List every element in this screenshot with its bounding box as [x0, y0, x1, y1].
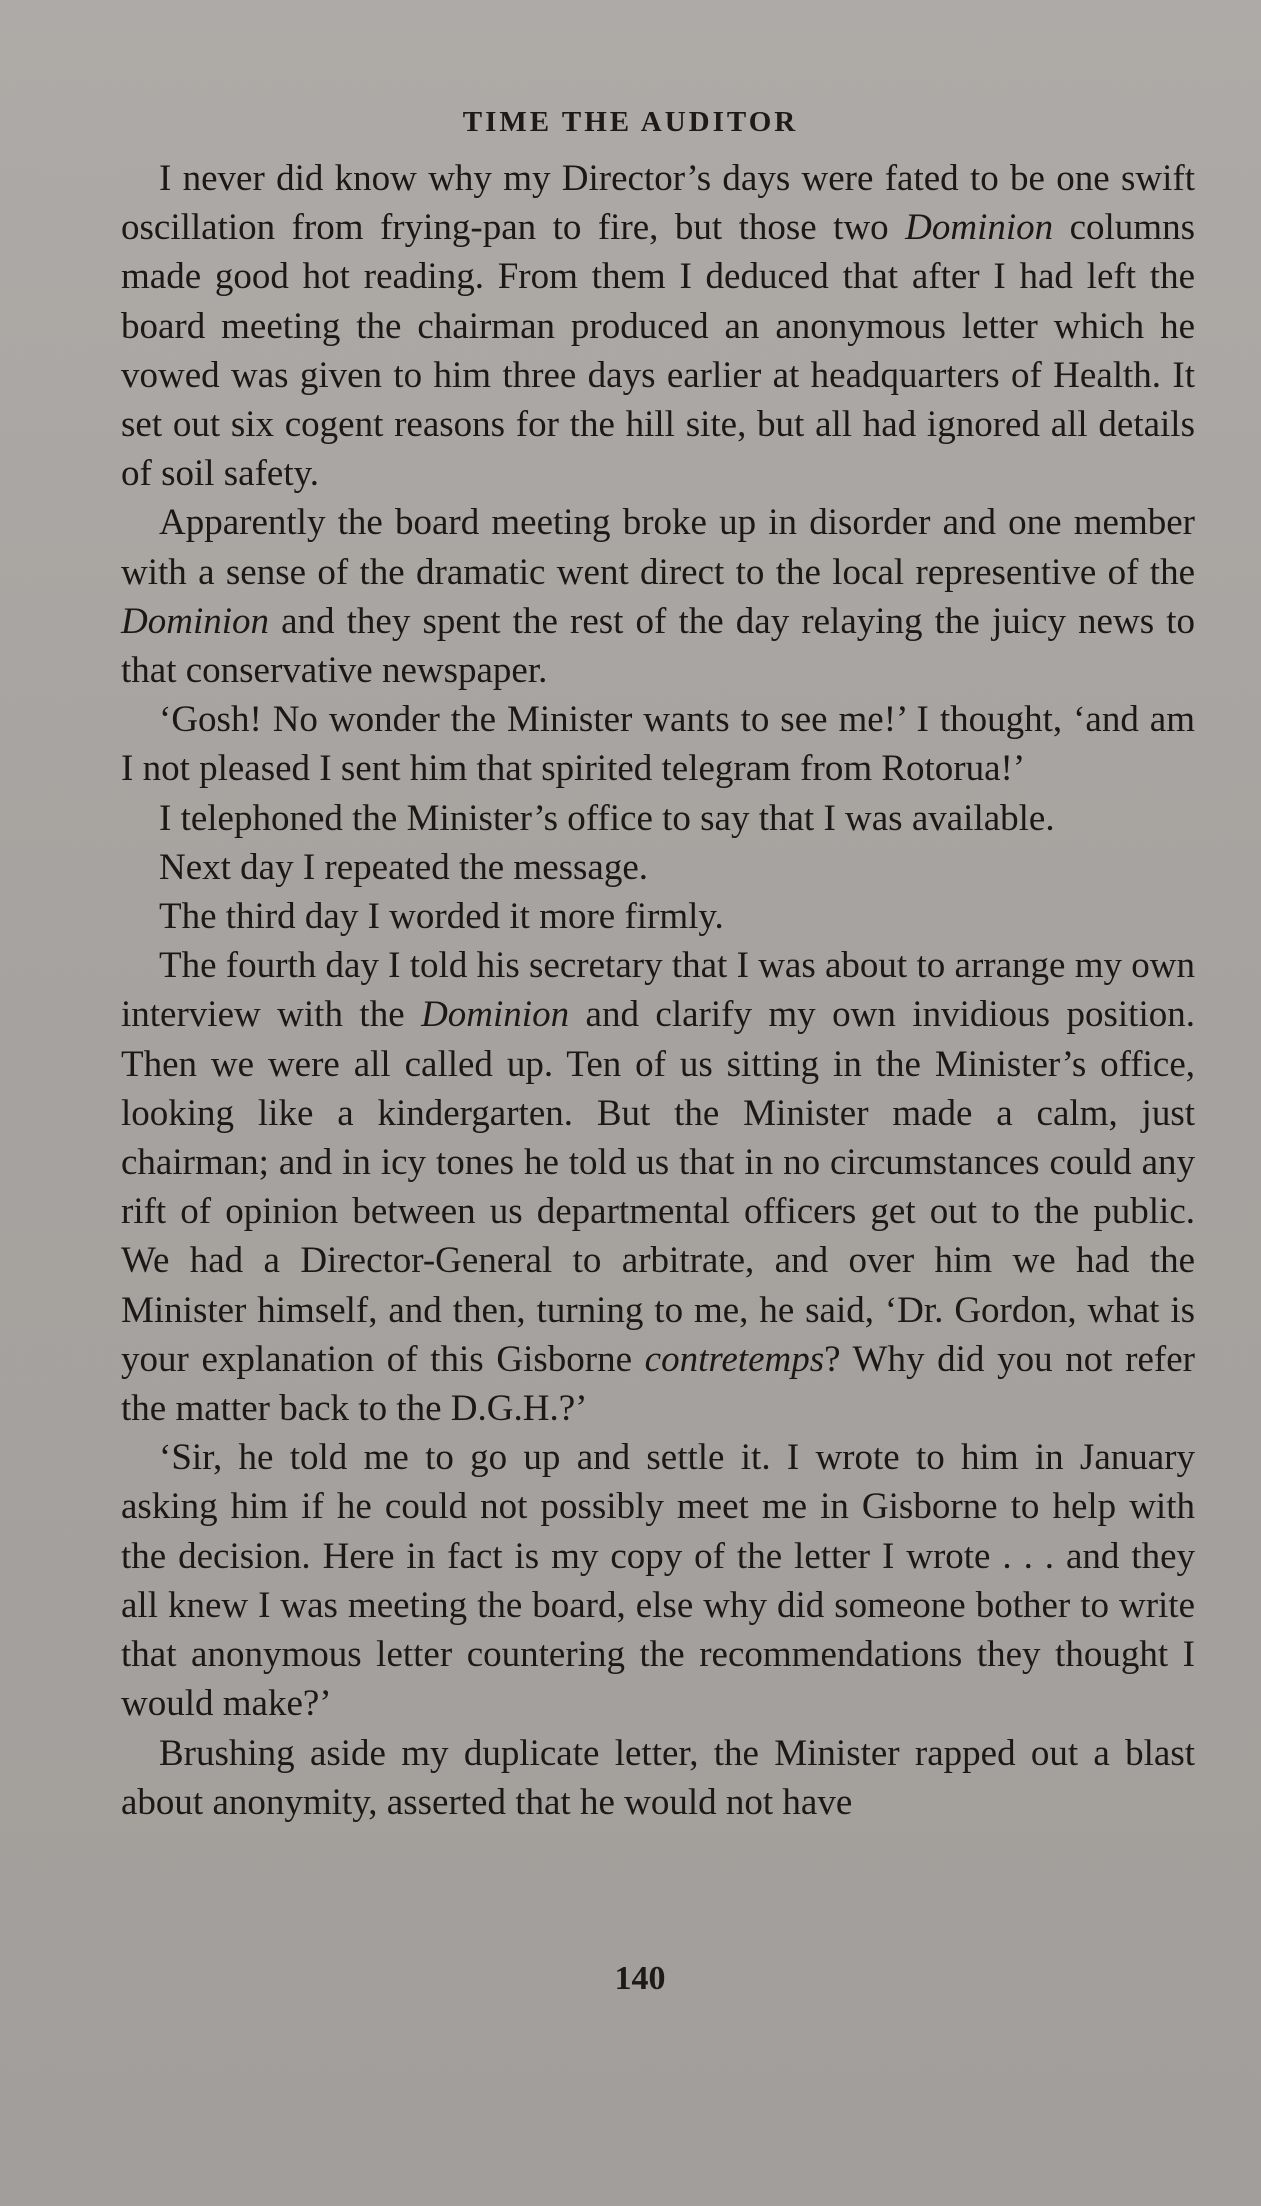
- paragraph: [121, 843, 1195, 892]
- paragraph-text: and clarify my own invidious position. Then we were all called up. Ten of us sitting in the Minister’s office, looking like a kindergarten. But the Minister made a calm, just chairman; and in icy tones he told us that in no circumstances could any rift of opinion between us departmental officers get out to the public. We had a Director-General to arbitrate, and over him we had the Minister himself, and then, turning to me, he said, ‘Dr. Gordon, what is your explanation of this Gisborne: [121, 994, 1195, 1380]
- paragraph-text: ‘Gosh! No wonder the Minister wants to see me!’ I thought, ‘and am I not pleased I sent him that spirited telegram from Rotorua!’: [121, 699, 1195, 790]
- italic-text: Dominion: [121, 600, 269, 642]
- italic-text: Dominion: [905, 207, 1054, 249]
- paragraph: [121, 498, 1195, 695]
- paragraph-text: I telephoned the Minister’s office to say that I was available.: [159, 797, 1055, 839]
- paragraph-text: The third day I worded it more firmly.: [159, 896, 724, 938]
- paragraph-text: The fourth day I told his secretary that I was about to arrange my own interview with the: [121, 945, 1195, 1036]
- paragraph-text: Apparently the board meeting broke up in disorder and one member with a sense of the dramatic went direct to the local representive of the: [121, 502, 1195, 593]
- paragraph: [121, 695, 1195, 793]
- body-text: [121, 154, 1195, 1827]
- paragraph: [121, 892, 1195, 941]
- paragraph-text: ‘Sir, he told me to go up and settle it. I wrote to him in January asking him if he could not possibly meet me in Gisborne to help with the decision. Here in fact is my copy of the letter I wrote . . . and they all knew I was meeting the board, else why did someone bother to write that anonymous letter countering the recommendations they thought I would make?’: [121, 1437, 1195, 1725]
- paragraph: [121, 1433, 1195, 1728]
- paragraph-text: and they spent the rest of the day relaying the juicy news to that conservative newspaper.: [121, 600, 1195, 692]
- paragraph-text: columns made good hot reading. From them I deduced that after I had left the board meeting the chairman produced an anonymous letter which he vowed was given to him three days earlier at headquarters of Health. It set out six cogent reasons for the hill site, but all had ignored all details of soil safety.: [121, 207, 1195, 495]
- paragraph-text: ? Why did you not refer the matter back to the D.G.H.?’: [121, 1338, 1195, 1430]
- italic-text: Dominion: [421, 994, 570, 1036]
- paragraph-text: I never did know why my Director’s days were fated to be one swift oscillation from frying-pan to fire, but those two: [121, 158, 1195, 249]
- paragraph: [121, 794, 1195, 843]
- paragraph: [121, 941, 1195, 1433]
- paragraph-text: Next day I repeated the message.: [159, 846, 649, 888]
- paragraph: [121, 154, 1195, 498]
- italic-text: contretemps: [644, 1338, 825, 1380]
- paragraph-text: Brushing aside my duplicate letter, the Minister rapped out a blast about anonymity, asserted that he would not have: [121, 1732, 1195, 1823]
- running-head: TIME THE AUDITOR: [462, 106, 799, 138]
- paragraph: [121, 1729, 1195, 1827]
- page-number: 140: [614, 1960, 666, 1997]
